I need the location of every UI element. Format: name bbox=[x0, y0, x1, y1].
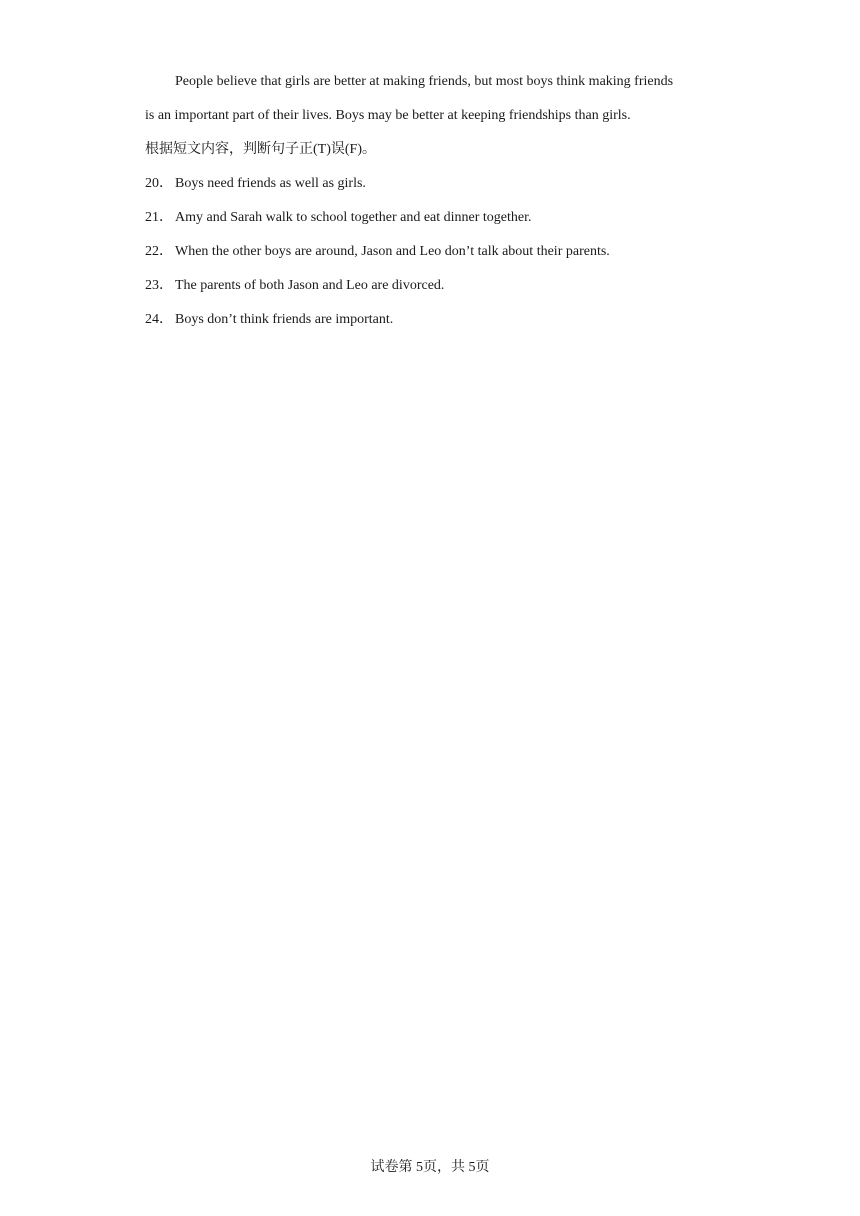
question-text: Boys don’t think friends are important. bbox=[175, 312, 394, 327]
question-number: 20． bbox=[145, 176, 173, 191]
passage-line-1: People believe that girls are better at making friends, but most boys think making friends bbox=[175, 74, 674, 89]
question-text: Amy and Sarah walk to school together and eat dinner together. bbox=[175, 210, 532, 225]
question-number: 21． bbox=[145, 210, 173, 225]
question-number: 24． bbox=[145, 312, 173, 327]
passage-paragraph bbox=[145, 65, 720, 133]
page-footer: 试卷第 5页，共 5页 bbox=[370, 1160, 490, 1175]
question-item-21 bbox=[145, 201, 610, 235]
question-text: When the other boys are around, Jason and Leo don’t talk about their parents. bbox=[175, 244, 610, 259]
question-instruction: 根据短文内容，判断句子正(T)误(F)。 bbox=[145, 142, 376, 157]
passage-line-2: is an important part of their lives. Boys may be better at keeping friendships than girls. bbox=[145, 108, 631, 123]
question-item-23 bbox=[145, 269, 610, 303]
question-list bbox=[145, 167, 610, 337]
question-item-22 bbox=[145, 235, 610, 269]
question-item-24 bbox=[145, 303, 610, 337]
question-text: The parents of both Jason and Leo are divorced. bbox=[175, 278, 445, 293]
question-number: 23． bbox=[145, 278, 173, 293]
question-text: Boys need friends as well as girls. bbox=[175, 176, 366, 191]
question-number: 22． bbox=[145, 244, 173, 259]
question-item-20 bbox=[145, 167, 610, 201]
